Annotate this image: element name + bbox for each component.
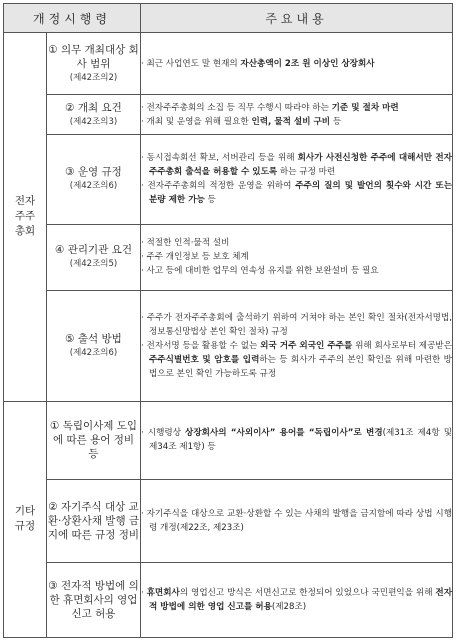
bullet-text: · 자기주식을 대상으로 교환·상환할 수 있는 사채의 발행을 금지함에 따라 상법 시행령 개정(제22조, 제23조) xyxy=(141,508,452,533)
bullet-text: (제28조) xyxy=(271,601,307,612)
item-description xyxy=(141,562,453,637)
category-label: 기타 규정 xyxy=(4,401,47,637)
bullet-text: · 시행령상 xyxy=(141,428,186,439)
bullet-emphasis: 인력, 물적 설비 구비 xyxy=(251,116,331,127)
bullet-emphasis: 상장회사의 “사외이사” 용어를 “독립이사”로 변경 xyxy=(185,428,383,439)
bullet-text: 하는 등 회사가 주주의 본인 확인을 위해 마련한 방법으로 본인 확인 가능하도록 규정 xyxy=(149,354,452,379)
bullet-emphasis: 전자적 방법에 의한 영업 신고를 허용 xyxy=(149,587,452,612)
item-title: ③ 전자적 방법에 의한 휴면회사의 영업신고 허용 xyxy=(48,579,139,620)
header-revised-decree: 개정시행령 xyxy=(4,4,141,33)
bullet-text: (제31조 제4항 및 제34조 제1항) 등 xyxy=(149,428,452,453)
bullet-text: 의 영업신고 방식은 서면신고로 한정되어 있었으나 국민편익을 위해 xyxy=(179,587,436,598)
item-title-cell xyxy=(47,401,141,479)
bullet-emphasis: 기준 및 절차 마련 xyxy=(331,102,399,113)
bullet-text: · 사고 등에 대비한 업무의 연속성 유지를 위한 보완설비 등 필요 xyxy=(141,266,379,277)
table-row xyxy=(4,135,453,225)
bullet-text: · 전자서명 등을 활용할 수 없는 xyxy=(141,340,261,351)
table-row xyxy=(4,33,453,95)
reform-summary-table xyxy=(3,3,453,638)
bullet-text: · 전자주주총회의 소집 등 직무 수행시 따라야 하는 xyxy=(141,102,332,113)
bullet-text: · 적절한 인적·물적 설비 xyxy=(141,238,230,249)
item-title: ⑤ 출석 방법 xyxy=(65,332,122,345)
item-description xyxy=(141,479,453,562)
bullet-emphasis: 회사가 사전신청한 주주에 대해서만 전자주주총회 출석을 허용할 수 있도록 xyxy=(149,153,452,178)
item-title: ③ 운영 규정 xyxy=(65,166,122,179)
bullet-text: 등 xyxy=(204,195,216,206)
category-label: 전자 주주 총회 xyxy=(4,33,47,402)
table-row xyxy=(4,95,453,135)
item-description xyxy=(141,291,453,401)
item-description xyxy=(141,33,453,95)
bullet-text: 위해 회사로부터 제공받은 xyxy=(352,340,452,351)
bullet-point xyxy=(141,426,452,454)
bullet-text: · 최근 사업연도 말 현재의 xyxy=(141,58,241,69)
item-title: ② 개최 요건 xyxy=(65,101,122,114)
item-description xyxy=(141,401,453,479)
item-title: ② 자기주식 대상 교환·상환사채 발행 금지에 따른 규정 정비 xyxy=(47,500,140,541)
item-title-cell xyxy=(47,224,141,291)
bullet-text: · 주주가 전자주주총회에 출석하기 위하여 거쳐야 하는 본인 확인 절차(전자서명법, 정보통신망법상 본인 확인 절차) 규정 xyxy=(141,312,452,337)
bullet-point xyxy=(141,151,452,179)
bullet-point xyxy=(141,179,452,207)
bullet-text: · 전자주주총회의 적정한 운영을 위하여 xyxy=(141,181,296,192)
table-row xyxy=(4,401,453,479)
bullet-point xyxy=(141,311,452,339)
table-row xyxy=(4,224,453,291)
item-title-cell xyxy=(47,33,141,95)
table-row xyxy=(4,479,453,562)
bullet-text: · 개최 및 운영을 위해 필요한 xyxy=(141,116,252,127)
header-main-contents: 주요내용 xyxy=(141,4,453,33)
bullet-point xyxy=(141,57,452,71)
item-description xyxy=(141,135,453,225)
bullet-point xyxy=(141,586,452,614)
bullet-emphasis: 주주식별번호 및 암호를 입력 xyxy=(149,354,260,365)
item-title-cell xyxy=(47,135,141,225)
bullet-point xyxy=(141,507,452,535)
bullet-point xyxy=(141,250,452,264)
item-title: ① 독립이사제 도입에 따른 용어 정비 등 xyxy=(49,420,138,461)
law-reference: (제42조의2) xyxy=(69,72,118,83)
bullet-text: 등 xyxy=(330,116,342,127)
law-reference: (제42조의6) xyxy=(69,347,118,358)
item-title-cell xyxy=(47,479,141,562)
law-reference: (제42조의6) xyxy=(69,181,118,192)
bullet-point xyxy=(141,236,452,250)
bullet-point xyxy=(141,101,452,115)
bullet-emphasis: 외국 거주 외국인 주주를 xyxy=(260,340,353,351)
item-description xyxy=(141,95,453,135)
bullet-text: 하는 규정 마련 xyxy=(277,167,336,178)
bullet-point xyxy=(141,115,452,129)
law-reference: (제42조의3) xyxy=(69,116,118,127)
bullet-emphasis: 자산총액이 2조 원 이상인 상장회사 xyxy=(240,58,375,69)
item-title: ④ 관리기관 요건 xyxy=(55,244,132,257)
table-row xyxy=(4,291,453,401)
item-title-cell xyxy=(47,562,141,637)
item-title: ① 의무 개최대상 회사 범위 xyxy=(48,43,139,70)
bullet-point xyxy=(141,264,452,278)
item-description xyxy=(141,224,453,291)
bullet-emphasis: 휴면회사 xyxy=(146,587,180,598)
bullet-text: · 주주 개인정보 등 보호 체계 xyxy=(141,252,249,263)
bullet-text: · 동시접속회선 확보, 서버관리 등을 위해 xyxy=(141,153,298,164)
item-title-cell xyxy=(47,291,141,401)
bullet-emphasis: 주주의 질의 및 발언의 횟수와 시간 또는 분량 제한 가능 xyxy=(149,181,452,206)
bullet-point xyxy=(141,339,452,381)
law-reference: (제42조의5) xyxy=(69,259,118,270)
bullet-text: · xyxy=(141,587,147,598)
item-title-cell xyxy=(47,95,141,135)
table-row xyxy=(4,562,453,637)
